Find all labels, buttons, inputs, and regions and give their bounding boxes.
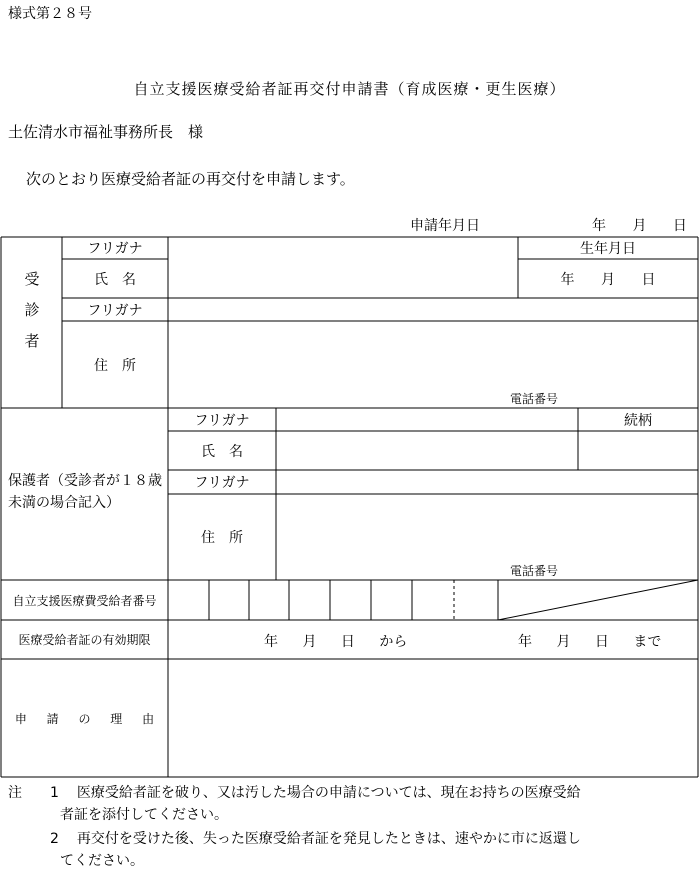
note-1-continued: 者証を添付してください。: [60, 807, 228, 823]
patient-birthdate-label: 生年月日: [580, 241, 636, 257]
guardian-furigana-label: フリガナ: [194, 412, 250, 429]
addressee: 土佐清水市福祉事務所長 様: [8, 123, 204, 141]
patient-address-label: 住 所: [94, 357, 136, 374]
patient-furigana-field[interactable]: [168, 237, 518, 259]
patient-furigana-label: フリガナ: [87, 241, 143, 257]
application-date-field[interactable]: 年 月 日: [592, 218, 687, 234]
guardian-phone-label: 電話番号: [510, 564, 559, 578]
note-number: 1: [50, 785, 59, 801]
patient-address-field[interactable]: [168, 321, 698, 408]
note-text: 医療受給者証を破り、又は汚した場合の申請については、現在お持ちの医療受給: [76, 785, 581, 801]
guardian-furigana2-field[interactable]: [276, 470, 698, 494]
guardian-furigana-field[interactable]: [276, 408, 578, 431]
note-2-continued: てください。: [60, 853, 144, 869]
note-text: 再交付を受けた後、失った医療受給者証を発見したときは、速やかに市に返還し: [76, 831, 581, 847]
reason-label: 申 請 の 理 由: [14, 711, 155, 726]
patient-birthdate-field[interactable]: 年 月 日: [560, 271, 656, 288]
guardian-relationship-label: 続柄: [624, 412, 652, 429]
form-number: 様式第２８号: [8, 6, 92, 22]
note-prefix: 注: [8, 785, 22, 801]
note-1: [8, 782, 581, 802]
guardian-name-label: 氏 名: [201, 443, 243, 460]
guardian-address-label: 住 所: [201, 530, 243, 546]
note-2: [50, 828, 581, 848]
validity-from-field[interactable]: 年 月 日 から: [264, 634, 408, 650]
recipient-number-label: 自立支援医療費受給者番号: [12, 593, 157, 608]
validity-to-field[interactable]: 年 月 日 まで: [518, 634, 662, 650]
guardian-address-field[interactable]: [276, 494, 698, 580]
patient-furigana2-field[interactable]: [168, 298, 698, 321]
guardian-section-label: 保護者（受診者が１８歳未満の場合記入）: [8, 473, 162, 511]
patient-phone-label: 電話番号: [510, 392, 559, 406]
patient-furigana2-label: フリガナ: [87, 302, 143, 319]
intro-text: 次のとおり医療受給者証の再交付を申請します。: [26, 170, 355, 188]
note-number: 2: [50, 831, 59, 847]
patient-label-char: 者: [24, 332, 40, 350]
patient-name-field[interactable]: [168, 259, 518, 298]
patient-label-char: 診: [24, 301, 40, 319]
guardian-name-field[interactable]: [276, 431, 578, 470]
application-date-label: 申請年月日: [410, 218, 480, 234]
validity-label: 医療受給者証の有効期限: [18, 633, 151, 647]
form-title: 自立支援医療受給者証再交付申請書（育成医療・更生医療）: [133, 80, 566, 98]
reason-field[interactable]: [168, 659, 698, 777]
recipient-number-boxes[interactable]: [168, 580, 498, 620]
patient-section-label: [22, 268, 42, 351]
guardian-relationship-field[interactable]: [578, 431, 698, 470]
patient-name-label: 氏 名: [94, 271, 136, 288]
guardian-furigana2-label: フリガナ: [194, 475, 250, 491]
patient-label-char: 受: [24, 270, 40, 288]
